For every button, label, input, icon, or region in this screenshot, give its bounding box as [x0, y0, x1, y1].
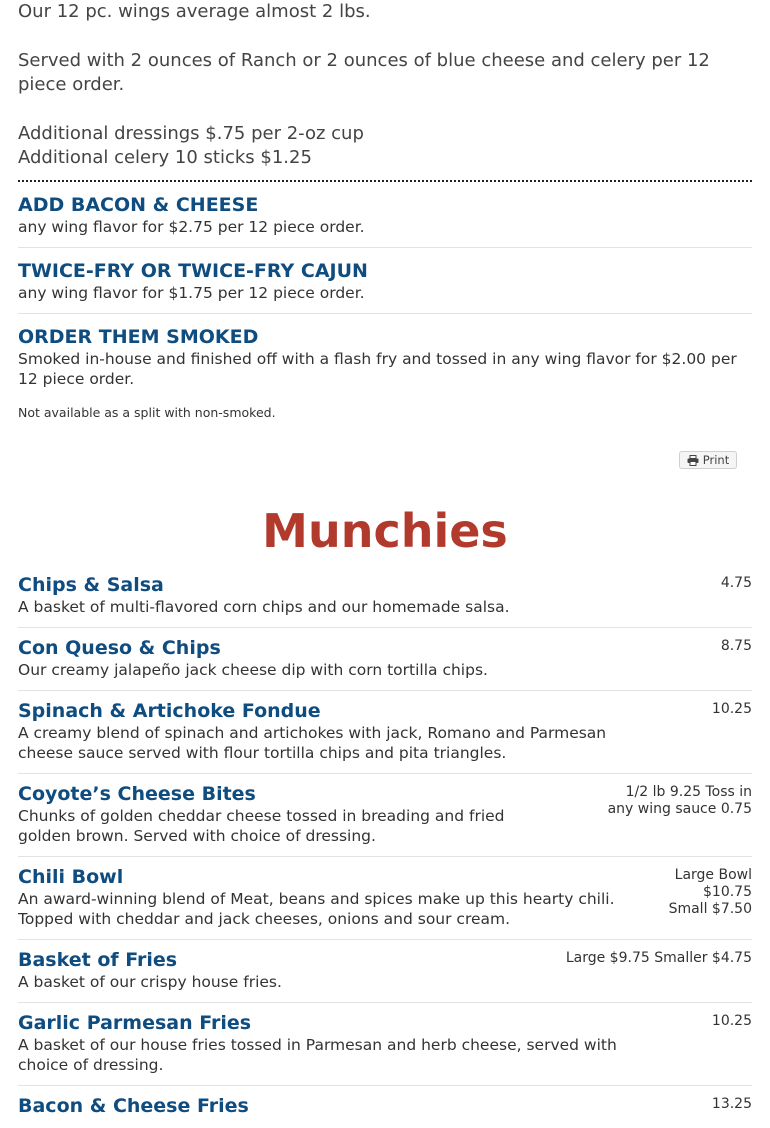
- item-name: Chili Bowl: [18, 866, 124, 888]
- menu-item-basket-fries: [18, 940, 752, 1003]
- menu-item-bacon-fries: [18, 1086, 752, 1128]
- addon-title: ADD BACON & CHEESE: [18, 194, 259, 216]
- item-name: Con Queso & Chips: [18, 637, 221, 659]
- item-name: Chips & Salsa: [18, 574, 164, 596]
- intro-weight: Our 12 pc. wings average almost 2 lbs.: [18, 1, 371, 22]
- item-price: 10.25: [711, 701, 752, 717]
- smoked-note: Not available as a split with non-smoked.: [18, 405, 276, 420]
- addon-smoked: [18, 314, 752, 431]
- menu-item-con-queso: [18, 628, 752, 691]
- section-title: Munchies: [262, 504, 508, 558]
- item-price: Large $9.75 Smaller $4.75: [565, 950, 752, 966]
- menu-item-chips-salsa: [18, 565, 752, 628]
- intro-served-with: Served with 2 ounces of Ranch or 2 ounces of blue cheese and celery per 12 piece order.: [18, 50, 710, 95]
- item-price: Large Bowl $10.75 Small $7.50: [668, 867, 752, 917]
- item-price: 8.75: [720, 638, 752, 654]
- item-desc: An award-winning blend of Meat, beans and spices make up this hearty chili. Topped with cheddar and jack cheeses, onions and sour cream.: [18, 890, 615, 928]
- intro-celery: Additional celery 10 sticks $1.25: [18, 147, 312, 168]
- item-desc: A creamy blend of spinach and artichokes with jack, Romano and Parmesan cheese sauce served with flour tortilla chips and pita triangles.: [18, 724, 607, 762]
- item-price: 13.25: [711, 1096, 752, 1112]
- menu-item-cheese-bites: [18, 774, 752, 857]
- item-desc: A basket of multi-flavored corn chips and our homemade salsa.: [18, 598, 510, 616]
- item-desc: Our creamy jalapeño jack cheese dip with corn tortilla chips.: [18, 661, 488, 679]
- item-name: Basket of Fries: [18, 949, 178, 971]
- menu-item-chili-bowl: [18, 857, 752, 940]
- item-price: 1/2 lb 9.25 Toss in any wing sauce 0.75: [607, 784, 752, 817]
- item-name: Bacon & Cheese Fries: [18, 1095, 249, 1117]
- addon-desc: Smoked in-house and finished off with a flash fry and tossed in any wing flavor for $2.00 per 12 piece order.: [18, 350, 737, 388]
- addon-title: TWICE-FRY OR TWICE-FRY CAJUN: [18, 260, 368, 282]
- item-price: 4.75: [720, 575, 752, 591]
- print-button[interactable]: [679, 451, 737, 469]
- print-row: [18, 451, 752, 471]
- item-desc: Chunks of golden cheddar cheese tossed in breading and fried golden brown. Served with choice of dressing.: [18, 807, 505, 845]
- item-desc: A basket of our crispy house fries.: [18, 973, 282, 991]
- item-name: Coyote’s Cheese Bites: [18, 783, 256, 805]
- item-name: Spinach & Artichoke Fondue: [18, 700, 321, 722]
- printer-icon: [687, 455, 699, 466]
- intro-dressings: Additional dressings $.75 per 2-oz cup: [18, 123, 364, 144]
- addon-twice-fry: [18, 248, 752, 314]
- addon-title: ORDER THEM SMOKED: [18, 326, 259, 348]
- item-desc: A basket of our house fries tossed in Parmesan and herb cheese, served with choice of dressing.: [18, 1036, 617, 1074]
- menu-item-garlic-fries: [18, 1003, 752, 1086]
- print-label: Print: [702, 453, 730, 467]
- menu-page: [18, 0, 752, 1128]
- addon-desc: any wing flavor for $2.75 per 12 piece order.: [18, 218, 365, 236]
- wing-intro: [18, 0, 752, 170]
- addon-bacon-cheese: [18, 182, 752, 248]
- addon-desc: any wing flavor for $1.75 per 12 piece order.: [18, 284, 365, 302]
- item-name: Garlic Parmesan Fries: [18, 1012, 252, 1034]
- item-price: 10.25: [711, 1013, 752, 1029]
- menu-item-spinach-fondue: [18, 691, 752, 774]
